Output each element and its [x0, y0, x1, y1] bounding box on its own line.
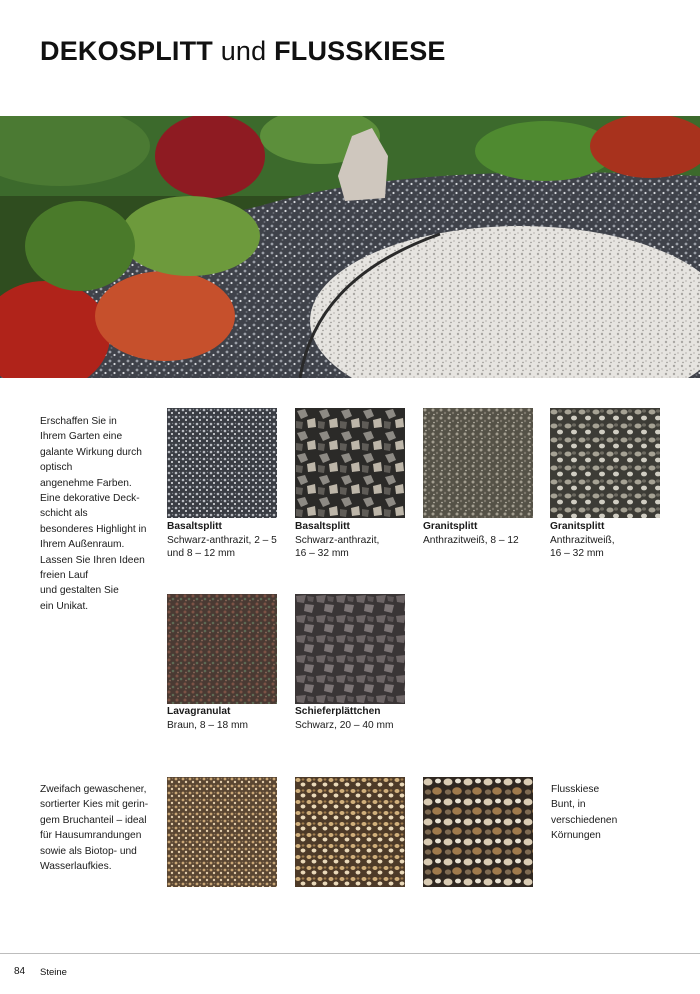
title-und: und: [220, 36, 267, 66]
basaltsplitt-large-swatch: [295, 408, 405, 518]
title-dekosplitt: DEKOSPLITT: [40, 36, 214, 66]
product-caption: [295, 705, 413, 732]
granitsplitt-small-swatch: [423, 408, 533, 518]
flusskies-fine-swatch: [167, 777, 277, 887]
footer-divider: [0, 953, 700, 954]
product-name: Basaltsplitt: [295, 521, 350, 532]
product-description: Schwarz-anthrazit, 16 – 32 mm: [295, 534, 380, 560]
product-name: Granitsplitt: [423, 521, 478, 532]
title-flusskiese: FLUSSKIESE: [274, 36, 446, 66]
product-caption: [550, 520, 668, 561]
product-description: Schwarz, 20 – 40 mm: [295, 719, 394, 731]
granitsplitt-large-swatch: [550, 408, 660, 518]
product-caption: [167, 520, 285, 561]
product-description: Anthrazitweiß, 16 – 32 mm: [550, 534, 615, 560]
intro-paragraph: Erschaffen Sie in Ihrem Garten eine galante Wirkung durch optisch angenehme Farben. Eine dekorative Deck- schicht als besonderes Highlight in Ihrem Außenraum. Lassen Sie Ihren Ideen freien Lauf und gestalten Sie ein Unikat.: [40, 416, 147, 612]
product-description: Braun, 8 – 18 mm: [167, 719, 248, 731]
schieferplaettchen-swatch: [295, 594, 405, 704]
product-caption: [423, 520, 541, 547]
lavagranulat-swatch: [167, 594, 277, 704]
product-description: Schwarz-anthrazit, 2 – 5 und 8 – 12 mm: [167, 534, 277, 560]
page-title: [40, 34, 446, 68]
basaltsplitt-small-swatch: [167, 408, 277, 518]
flusskiese-label: Flusskiese Bunt, in verschiedenen Körnungen: [551, 784, 618, 842]
page-number: 84: [14, 966, 26, 977]
product-description: Anthrazitweiß, 8 – 12: [423, 534, 519, 546]
product-name: Basaltsplitt: [167, 521, 222, 532]
product-caption: [167, 705, 285, 732]
section-name: Steine: [40, 967, 67, 978]
flusskies-medium-swatch: [295, 777, 405, 887]
product-name: Lavagranulat: [167, 706, 231, 717]
kies-paragraph: Zweifach gewaschener, sortierter Kies mit gerin- gem Bruchanteil – ideal für Hausumrandungen sowie als Biotop- und Wasserlaufkies.: [40, 784, 149, 873]
product-name: Schieferplättchen: [295, 706, 381, 717]
product-caption: [295, 520, 413, 561]
product-name: Granitsplitt: [550, 521, 605, 532]
flusskies-coarse-swatch: [423, 777, 533, 887]
garden-hero-image: [0, 116, 700, 378]
